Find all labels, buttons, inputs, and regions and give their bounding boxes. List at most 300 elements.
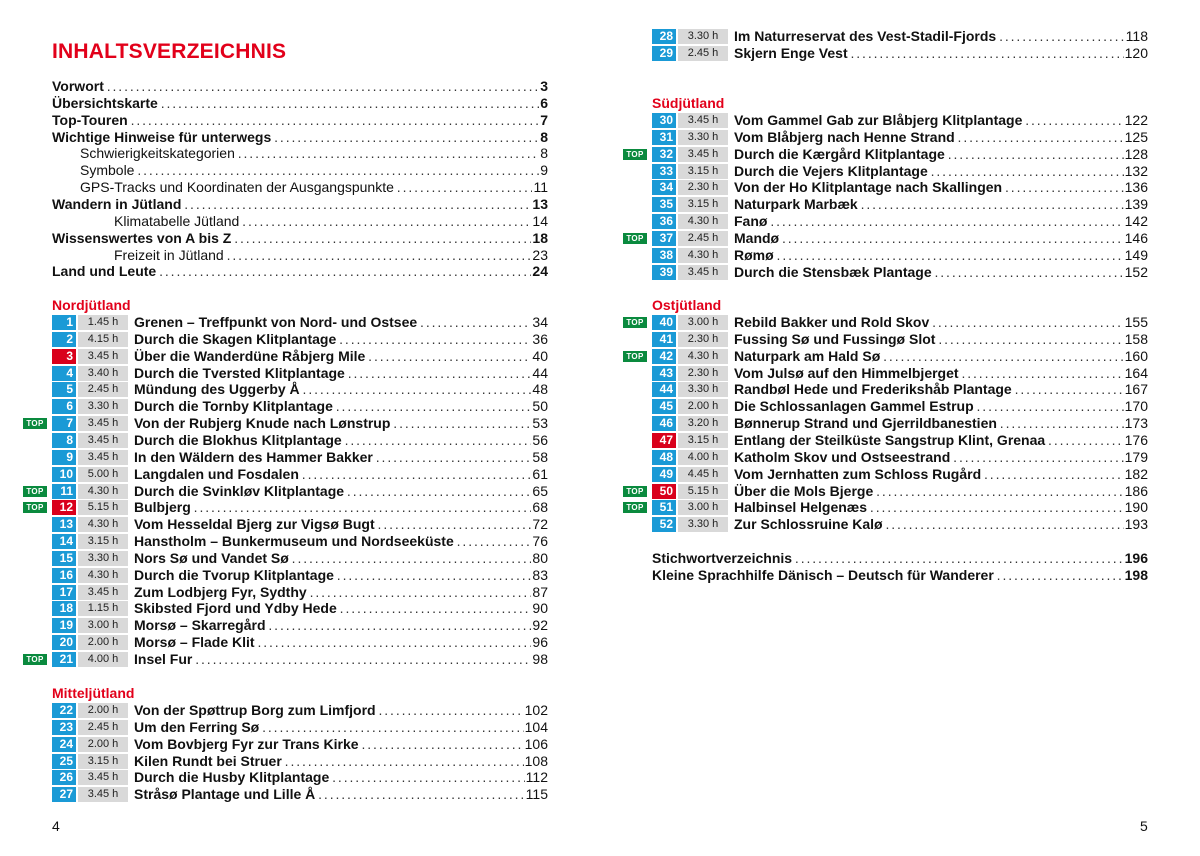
tour-entry[interactable] xyxy=(52,348,548,365)
tour-duration: 3.45 h xyxy=(78,787,128,802)
tour-title: Vom Bovbjerg Fyr zur Trans Kirke . . . xyxy=(134,736,524,753)
tour-page: 44 xyxy=(532,364,548,381)
top-tour-badge: TOP xyxy=(23,486,47,497)
tour-duration: 2.45 h xyxy=(78,382,128,397)
tour-entry[interactable] xyxy=(652,230,1148,247)
top-tour-badge: TOP xyxy=(623,502,647,513)
toc-entry-page: 18 xyxy=(532,229,548,246)
tour-title: Naturpark am Hald Sø . . . xyxy=(734,348,1124,365)
tour-title: Morsø – Skarregård . . . xyxy=(134,617,531,634)
tour-title: Die Schlossanlagen Gammel Estrup . . . xyxy=(734,398,1124,415)
toc-entry-page: 196 xyxy=(1124,550,1148,566)
toc-entry[interactable] xyxy=(52,247,548,264)
tour-number-badge: 22 xyxy=(52,703,76,718)
tour-page: 76 xyxy=(532,533,548,550)
tour-number-badge: 30 xyxy=(652,113,676,128)
tour-title: Durch die Svinkløv Klitplantage . . . xyxy=(134,483,531,500)
tour-duration: 1.15 h xyxy=(78,601,128,616)
tour-entry[interactable] xyxy=(52,466,548,483)
tour-entry[interactable] xyxy=(652,179,1148,196)
page-number-left: 4 xyxy=(52,818,60,834)
tour-duration: 5.15 h xyxy=(78,500,128,515)
tour-entry[interactable] xyxy=(652,483,1148,500)
tour-entry[interactable] xyxy=(652,398,1148,415)
tour-entry[interactable] xyxy=(52,651,548,668)
section-heading: Südjütland xyxy=(652,95,725,111)
tour-duration: 4.30 h xyxy=(678,349,728,364)
toc-entry[interactable] xyxy=(52,213,548,230)
toc-entry-title: Schwierigkeitskategorien . . . xyxy=(52,145,539,162)
tour-title: Durch die Vejers Klitplantage . . . xyxy=(734,163,1124,180)
tour-number-badge: 42 xyxy=(652,349,676,364)
tour-entry[interactable] xyxy=(52,550,548,567)
tour-page: 104 xyxy=(524,718,548,735)
tour-title: Durch die Stensbæk Plantage . . . xyxy=(734,264,1124,281)
toc-entry-title: GPS-Tracks und Koordinaten der Ausgangspunkte . . . xyxy=(52,179,532,196)
toc-entry[interactable] xyxy=(52,95,548,112)
toc-entry-page: 3 xyxy=(540,78,548,94)
tour-page: 182 xyxy=(1124,465,1148,482)
tour-page: 50 xyxy=(532,398,548,415)
tour-title: Katholm Skov und Ostseestrand . . . xyxy=(734,449,1124,466)
page-title: INHALTSVERZEICHNIS xyxy=(52,40,287,63)
tour-page: 142 xyxy=(1124,213,1148,230)
tour-title: Zur Schlossruine Kalø . . . xyxy=(734,516,1124,533)
tour-duration: 5.00 h xyxy=(78,467,128,482)
tour-title: Über die Wanderdüne Råbjerg Mile . . . xyxy=(134,348,531,365)
toc-entry-page: 11 xyxy=(533,179,548,196)
toc-entry-page: 6 xyxy=(540,94,548,111)
tour-number-badge: 9 xyxy=(52,450,76,465)
tour-title: Mandø . . . xyxy=(734,230,1124,247)
tour-number-badge: 20 xyxy=(52,635,76,650)
tour-entry[interactable] xyxy=(52,786,548,803)
tour-entry[interactable] xyxy=(652,432,1148,449)
tour-number-badge: 46 xyxy=(652,416,676,431)
tour-number-badge: 33 xyxy=(652,164,676,179)
tour-page: 118 xyxy=(1125,28,1148,44)
tour-duration: 3.00 h xyxy=(678,500,728,515)
tour-number-badge: 52 xyxy=(652,517,676,532)
tour-duration: 2.00 h xyxy=(678,399,728,414)
toc-entry-title: Stichwortverzeichnis . . . xyxy=(652,550,1124,567)
toc-entry[interactable] xyxy=(652,567,1148,584)
tour-number-badge: 13 xyxy=(52,517,76,532)
tour-title: Morsø – Flade Klit . . . xyxy=(134,634,531,651)
tour-page: 34 xyxy=(532,314,548,330)
tour-title: Vom Hesseldal Bjerg zur Vigsø Bugt . . . xyxy=(134,516,531,533)
tour-duration: 3.45 h xyxy=(678,147,728,162)
tour-number-badge: 10 xyxy=(52,467,76,482)
tour-number-badge: 39 xyxy=(652,265,676,280)
tour-page: 186 xyxy=(1124,482,1148,499)
top-tour-badge: TOP xyxy=(623,486,647,497)
tour-duration: 3.45 h xyxy=(678,113,728,128)
tour-page: 80 xyxy=(532,549,548,566)
tour-title: Randbøl Hede und Frederikshåb Plantage . . . xyxy=(734,381,1124,398)
tour-number-badge: 38 xyxy=(652,248,676,263)
toc-entry-page: 24 xyxy=(532,263,548,280)
tour-number-badge: 23 xyxy=(52,720,76,735)
tour-page: 48 xyxy=(532,381,548,398)
tour-page: 96 xyxy=(532,634,548,651)
tour-duration: 3.00 h xyxy=(78,618,128,633)
tour-number-badge: 2 xyxy=(52,332,76,347)
tour-number-badge: 47 xyxy=(652,433,676,448)
tour-title: Vom Julsø auf den Himmelbjerget . . . xyxy=(734,365,1124,382)
tour-entry[interactable] xyxy=(652,45,1148,62)
tour-entry[interactable] xyxy=(652,196,1148,213)
tour-number-badge: 48 xyxy=(652,450,676,465)
tour-title: Hanstholm – Bunkermuseum und Nordseeküste . . . xyxy=(134,533,531,550)
tour-title: Naturpark Marbæk . . . xyxy=(734,196,1124,213)
toc-entry-page: 8 xyxy=(540,128,548,145)
tour-page: 193 xyxy=(1124,516,1148,533)
tour-page: 160 xyxy=(1124,347,1148,364)
tour-title: In den Wäldern des Hammer Bakker . . . xyxy=(134,449,531,466)
tour-duration: 3.30 h xyxy=(678,130,728,145)
tour-title: Durch die Tversted Klitplantage . . . xyxy=(134,365,531,382)
toc-entry[interactable] xyxy=(52,179,548,196)
tour-title: Entlang der Steilküste Sangstrup Klint, Grenaa . . . xyxy=(734,432,1124,449)
tour-entry[interactable] xyxy=(52,314,548,331)
tour-entry[interactable] xyxy=(52,398,548,415)
tour-page: 108 xyxy=(524,752,548,769)
tour-entry[interactable] xyxy=(52,753,548,770)
tour-title: Stråsø Plantage und Lille Å . . . xyxy=(134,786,525,803)
tour-number-badge: 7 xyxy=(52,416,76,431)
tour-title: Rebild Bakker und Rold Skov . . . xyxy=(734,314,1124,331)
tour-duration: 2.30 h xyxy=(678,332,728,347)
tour-title: Fanø . . . xyxy=(734,213,1124,230)
top-tour-badge: TOP xyxy=(623,317,647,328)
tour-page: 167 xyxy=(1124,381,1148,398)
tour-page: 179 xyxy=(1124,448,1148,465)
tour-duration: 4.30 h xyxy=(678,214,728,229)
tour-entry[interactable] xyxy=(652,247,1148,264)
top-tour-badge: TOP xyxy=(23,654,47,665)
tour-entry[interactable] xyxy=(652,28,1148,45)
tour-duration: 3.45 h xyxy=(78,433,128,448)
toc-entry[interactable] xyxy=(52,230,548,247)
tour-entry[interactable] xyxy=(652,213,1148,230)
tour-page: 136 xyxy=(1124,179,1148,196)
toc-entry[interactable] xyxy=(52,162,548,179)
tour-duration: 3.00 h xyxy=(678,315,728,330)
tour-number-badge: 50 xyxy=(652,484,676,499)
tour-page: 83 xyxy=(532,566,548,583)
toc-entry-page: 23 xyxy=(532,246,548,263)
tour-duration: 3.30 h xyxy=(78,551,128,566)
tour-entry[interactable] xyxy=(652,499,1148,516)
tour-duration: 2.45 h xyxy=(678,231,728,246)
toc-entry-title: Vorwort . . . xyxy=(52,78,539,95)
toc-entry-title: Kleine Sprachhilfe Dänisch – Deutsch für Wanderer . . . xyxy=(652,567,1124,584)
tour-number-badge: 49 xyxy=(652,467,676,482)
tour-entry[interactable] xyxy=(652,163,1148,180)
tour-entry[interactable] xyxy=(652,331,1148,348)
tour-entry[interactable] xyxy=(52,331,548,348)
tour-entry[interactable] xyxy=(652,314,1148,331)
tour-number-badge: 41 xyxy=(652,332,676,347)
tour-page: 149 xyxy=(1124,246,1148,263)
tour-number-badge: 44 xyxy=(652,382,676,397)
toc-entry[interactable] xyxy=(652,550,1148,567)
toc-entry[interactable] xyxy=(52,129,548,146)
tour-entry[interactable] xyxy=(652,516,1148,533)
tour-page: 122 xyxy=(1124,112,1148,128)
tour-duration: 3.15 h xyxy=(678,197,728,212)
tour-entry[interactable] xyxy=(52,702,548,719)
tour-page: 170 xyxy=(1124,398,1148,415)
tour-duration: 3.45 h xyxy=(78,585,128,600)
tour-number-badge: 24 xyxy=(52,737,76,752)
toc-entry-page: 14 xyxy=(532,212,548,229)
tour-title: Vom Jernhatten zum Schloss Rugård . . . xyxy=(734,466,1124,483)
tour-number-badge: 21 xyxy=(52,652,76,667)
toc-entry-title: Übersichtskarte . . . xyxy=(52,95,539,112)
toc-entry-page: 9 xyxy=(540,162,548,179)
tour-duration: 3.15 h xyxy=(678,164,728,179)
tour-number-badge: 3 xyxy=(52,349,76,364)
tour-entry[interactable] xyxy=(652,348,1148,365)
tour-number-badge: 28 xyxy=(652,29,676,44)
tour-number-badge: 8 xyxy=(52,433,76,448)
tour-entry[interactable] xyxy=(52,449,548,466)
tour-page: 36 xyxy=(532,330,548,347)
tour-title: Skibsted Fjord und Ydby Hede . . . xyxy=(134,600,531,617)
tour-duration: 3.45 h xyxy=(78,450,128,465)
toc-entry-title: Symbole . . . xyxy=(52,162,539,179)
tour-entry[interactable] xyxy=(52,584,548,601)
tour-duration: 3.15 h xyxy=(678,433,728,448)
tour-title: Durch die Husby Klitplantage . . . xyxy=(134,769,525,786)
tour-title: Bønnerup Strand und Gjerrildbanestien . . . xyxy=(734,415,1124,432)
tour-duration: 3.20 h xyxy=(678,416,728,431)
tour-title: Vom Blåbjerg nach Henne Strand . . . xyxy=(734,129,1124,146)
tour-duration: 2.45 h xyxy=(678,46,728,61)
tour-entry[interactable] xyxy=(652,264,1148,281)
tour-entry[interactable] xyxy=(52,415,548,432)
tour-number-badge: 1 xyxy=(52,315,76,330)
toc-entry[interactable] xyxy=(52,196,548,213)
tour-number-badge: 29 xyxy=(652,46,676,61)
tour-number-badge: 19 xyxy=(52,618,76,633)
tour-title: Zum Lodbjerg Fyr, Sydthy . . . xyxy=(134,584,531,601)
tour-title: Von der Ho Klitplantage nach Skallingen . . . xyxy=(734,179,1124,196)
tour-number-badge: 40 xyxy=(652,315,676,330)
tour-number-badge: 37 xyxy=(652,231,676,246)
tour-duration: 4.30 h xyxy=(78,568,128,583)
tour-page: 120 xyxy=(1124,44,1148,61)
toc-entry-page: 7 xyxy=(540,111,548,128)
tour-title: Über die Mols Bjerge . . . xyxy=(734,483,1124,500)
tour-entry[interactable] xyxy=(652,415,1148,432)
tour-entry[interactable] xyxy=(52,499,548,516)
top-tour-badge: TOP xyxy=(623,149,647,160)
toc-entry-page: 8 xyxy=(540,145,548,162)
tour-page: 164 xyxy=(1124,364,1148,381)
tour-duration: 4.30 h xyxy=(78,517,128,532)
tour-page: 58 xyxy=(532,448,548,465)
toc-entry-page: 198 xyxy=(1124,566,1148,583)
section-heading: Nordjütland xyxy=(52,297,131,313)
tour-entry[interactable] xyxy=(652,449,1148,466)
tour-duration: 4.30 h xyxy=(78,484,128,499)
tour-duration: 4.15 h xyxy=(78,332,128,347)
toc-entry[interactable] xyxy=(52,263,548,280)
tour-page: 190 xyxy=(1124,499,1148,516)
tour-page: 56 xyxy=(532,431,548,448)
tour-page: 65 xyxy=(532,482,548,499)
toc-entry-title: Klimatabelle Jütland . . . xyxy=(52,213,531,230)
tour-page: 61 xyxy=(532,465,548,482)
tour-entry[interactable] xyxy=(52,567,548,584)
tour-duration: 5.15 h xyxy=(678,484,728,499)
tour-entry[interactable] xyxy=(652,381,1148,398)
tour-number-badge: 12 xyxy=(52,500,76,515)
tour-page: 102 xyxy=(524,702,548,718)
tour-title: Von der Rubjerg Knude nach Lønstrup . . . xyxy=(134,415,531,432)
tour-entry[interactable] xyxy=(52,600,548,617)
toc-entry-title: Top-Touren . . . xyxy=(52,112,539,129)
tour-title: Bulbjerg . . . xyxy=(134,499,531,516)
tour-duration: 3.30 h xyxy=(78,399,128,414)
tour-entry[interactable] xyxy=(52,483,548,500)
tour-number-badge: 35 xyxy=(652,197,676,212)
tour-page: 173 xyxy=(1124,415,1148,432)
tour-entry[interactable] xyxy=(52,365,548,382)
top-tour-badge: TOP xyxy=(623,233,647,244)
tour-duration: 3.15 h xyxy=(78,754,128,769)
tour-entry[interactable] xyxy=(52,634,548,651)
tour-duration: 3.40 h xyxy=(78,366,128,381)
tour-title: Durch die Skagen Klitplantage . . . xyxy=(134,331,531,348)
tour-number-badge: 6 xyxy=(52,399,76,414)
tour-title: Rømø . . . xyxy=(734,247,1124,264)
toc-entry[interactable] xyxy=(52,78,548,95)
tour-duration: 3.45 h xyxy=(78,349,128,364)
tour-title: Durch die Kærgård Klitplantage . . . xyxy=(734,146,1124,163)
top-tour-badge: TOP xyxy=(23,502,47,513)
tour-entry[interactable] xyxy=(52,769,548,786)
tour-duration: 4.45 h xyxy=(678,467,728,482)
tour-page: 139 xyxy=(1124,196,1148,213)
tour-entry[interactable] xyxy=(652,129,1148,146)
tour-number-badge: 11 xyxy=(52,484,76,499)
tour-title: Langdalen und Fosdalen . . . xyxy=(134,466,531,483)
top-tour-badge: TOP xyxy=(23,418,47,429)
tour-title: Kilen Rundt bei Struer . . . xyxy=(134,753,524,770)
tour-page: 146 xyxy=(1124,229,1148,246)
tour-entry[interactable] xyxy=(52,617,548,634)
tour-title: Mündung des Uggerby Å . . . xyxy=(134,381,531,398)
tour-page: 115 xyxy=(525,786,548,803)
tour-page: 92 xyxy=(532,617,548,634)
tour-entry[interactable] xyxy=(52,516,548,533)
tour-page: 68 xyxy=(532,499,548,516)
toc-entry-title: Wichtige Hinweise für unterwegs . . . xyxy=(52,129,539,146)
toc-entry-title: Wissenswertes von A bis Z . . . xyxy=(52,230,531,247)
tour-duration: 4.30 h xyxy=(678,248,728,263)
tour-entry[interactable] xyxy=(652,365,1148,382)
tour-number-badge: 14 xyxy=(52,534,76,549)
tour-page: 155 xyxy=(1124,314,1148,330)
tour-page: 158 xyxy=(1124,330,1148,347)
tour-title: Skjern Enge Vest . . . xyxy=(734,45,1124,62)
tour-number-badge: 27 xyxy=(52,787,76,802)
page-number-right: 5 xyxy=(1140,818,1148,834)
tour-title: Durch die Blokhus Klitplantage . . . xyxy=(134,432,531,449)
tour-duration: 3.30 h xyxy=(678,29,728,44)
tour-entry[interactable] xyxy=(652,466,1148,483)
tour-title: Insel Fur . . . xyxy=(134,651,531,668)
tour-duration: 3.45 h xyxy=(678,265,728,280)
tour-entry[interactable] xyxy=(52,719,548,736)
tour-duration: 4.00 h xyxy=(78,652,128,667)
tour-title: Fussing Sø und Fussingø Slot . . . xyxy=(734,331,1124,348)
tour-number-badge: 16 xyxy=(52,568,76,583)
top-tour-badge: TOP xyxy=(623,351,647,362)
tour-entry[interactable] xyxy=(652,112,1148,129)
tour-duration: 2.00 h xyxy=(78,635,128,650)
tour-title: Grenen – Treffpunkt von Nord- und Ostsee . . . xyxy=(134,314,531,331)
tour-number-badge: 51 xyxy=(652,500,676,515)
section-heading: Mitteljütland xyxy=(52,685,135,701)
tour-title: Durch die Tornby Klitplantage . . . xyxy=(134,398,531,415)
tour-duration: 2.00 h xyxy=(78,703,128,718)
tour-page: 132 xyxy=(1124,162,1148,179)
tour-duration: 2.30 h xyxy=(678,366,728,381)
tour-page: 106 xyxy=(524,735,548,752)
tour-number-badge: 15 xyxy=(52,551,76,566)
tour-page: 98 xyxy=(532,651,548,667)
tour-number-badge: 43 xyxy=(652,366,676,381)
tour-title: Im Naturreservat des Vest-Stadil-Fjords . . . xyxy=(734,28,1125,45)
tour-title: Durch die Tvorup Klitplantage . . . xyxy=(134,567,531,584)
toc-entry[interactable] xyxy=(52,145,548,162)
tour-number-badge: 4 xyxy=(52,366,76,381)
tour-title: Nors Sø und Vandet Sø . . . xyxy=(134,550,531,567)
toc-entry[interactable] xyxy=(52,112,548,129)
tour-number-badge: 25 xyxy=(52,754,76,769)
tour-page: 53 xyxy=(532,415,548,432)
tour-title: Halbinsel Helgenæs . . . xyxy=(734,499,1124,516)
tour-entry[interactable] xyxy=(52,533,548,550)
tour-duration: 3.45 h xyxy=(78,770,128,785)
tour-duration: 2.30 h xyxy=(678,180,728,195)
tour-number-badge: 45 xyxy=(652,399,676,414)
tour-page: 152 xyxy=(1124,263,1148,280)
toc-entry-title: Freizeit in Jütland . . . xyxy=(52,247,531,264)
tour-entry[interactable] xyxy=(52,432,548,449)
tour-duration: 1.45 h xyxy=(78,315,128,330)
tour-number-badge: 36 xyxy=(652,214,676,229)
tour-number-badge: 5 xyxy=(52,382,76,397)
tour-page: 90 xyxy=(532,600,548,617)
tour-entry[interactable] xyxy=(52,736,548,753)
tour-duration: 2.45 h xyxy=(78,720,128,735)
tour-page: 72 xyxy=(532,516,548,533)
toc-entry-page: 13 xyxy=(532,195,548,212)
tour-page: 176 xyxy=(1124,431,1148,448)
toc-entry-title: Wandern in Jütland . . . xyxy=(52,196,531,213)
section-heading: Ostjütland xyxy=(652,297,722,313)
tour-entry[interactable] xyxy=(52,381,548,398)
tour-number-badge: 17 xyxy=(52,585,76,600)
tour-page: 40 xyxy=(532,347,548,364)
tour-entry[interactable] xyxy=(652,146,1148,163)
